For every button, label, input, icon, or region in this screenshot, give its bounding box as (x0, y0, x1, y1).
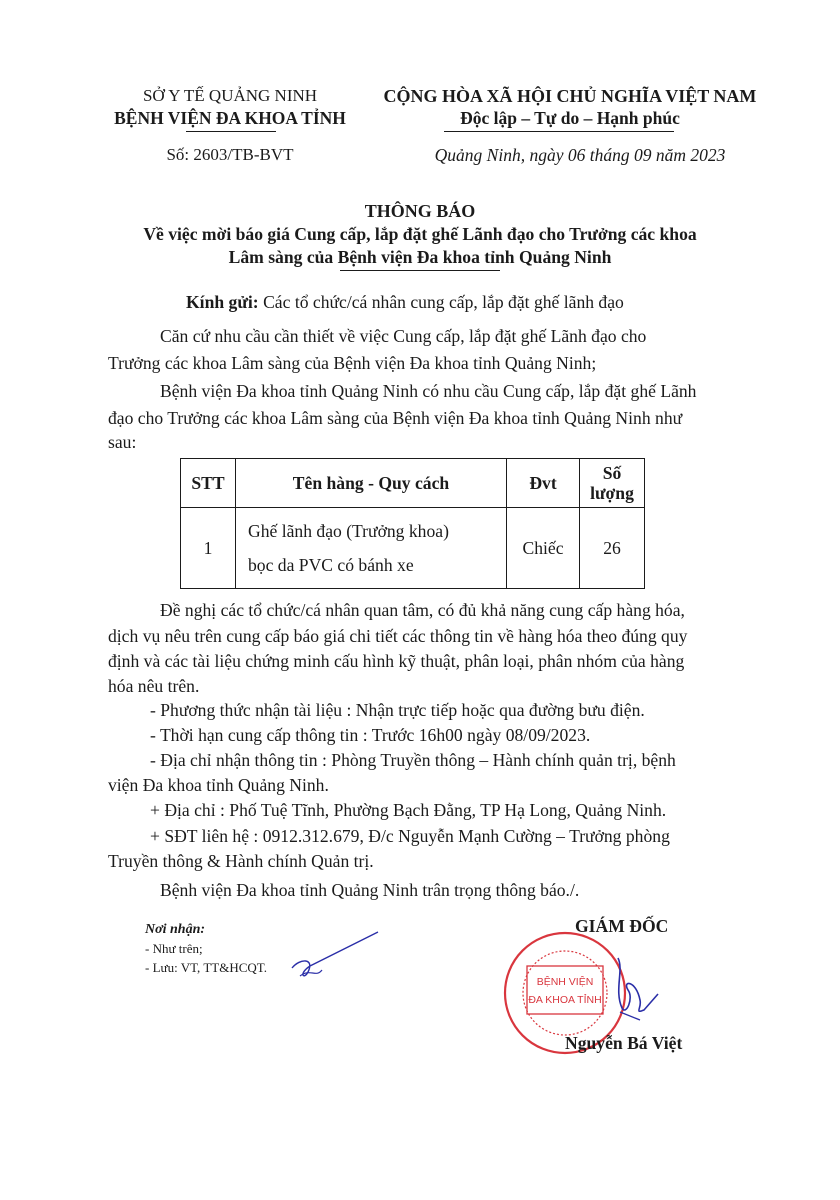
detail-address-line1: - Địa chỉ nhận thông tin : Phòng Truyền thông – Hành chính quản trị, bệnh (150, 750, 676, 770)
cell-quantity: 26 (580, 508, 645, 589)
body-p2-line3: sau: (108, 432, 137, 452)
stamp-text-line1: BỆNH VIỆN (536, 976, 594, 988)
closing-line: Bệnh viện Đa khoa tỉnh Quảng Ninh trân trọng thông báo./. (160, 880, 580, 900)
detail-street: + Địa chỉ : Phố Tuệ Tĩnh, Phường Bạch Đằng, TP Hạ Long, Quảng Ninh. (150, 800, 667, 820)
greeting-label: Kính gửi: (186, 292, 259, 312)
table-row (181, 508, 645, 589)
request-line2: dịch vụ nêu trên cung cấp báo giá chi tiết các thông tin về hàng hóa theo đúng quy (108, 626, 688, 646)
detail-method: - Phương thức nhận tài liệu : Nhận trực tiếp hoặc qua đường bưu điện. (150, 700, 645, 720)
recipient-item: - Lưu: VT, TT&HCQT. (145, 960, 267, 975)
greeting (186, 292, 624, 313)
initials-signature (270, 928, 380, 988)
subject-underline (340, 270, 500, 271)
subject-line-1: Về việc mời báo giá Cung cấp, lắp đặt ghế Lãnh đạo cho Trưởng các khoa (143, 224, 697, 244)
body-p1-line1: Căn cứ nhu cầu cần thiết về việc Cung cấp, lắp đặt ghế Lãnh đạo cho (160, 326, 647, 346)
body-p1-line2: Trưởng các khoa Lâm sàng của Bệnh viện Đa khoa tỉnh Quảng Ninh; (108, 353, 597, 373)
table-header-row (181, 459, 645, 508)
header-quantity-line2: lượng (590, 483, 634, 503)
document-number: Số: 2603/TB-BVT (166, 145, 294, 164)
agency-underline (186, 131, 276, 132)
detail-address-line2: viện Đa khoa tỉnh Quảng Ninh. (108, 775, 329, 795)
recipient-item: - Như trên; (145, 941, 203, 956)
header-stt: STT (181, 459, 236, 508)
detail-phone-line1: + SĐT liên hệ : 0912.312.679, Đ/c Nguyễn Mạnh Cường – Trưởng phòng (150, 826, 670, 846)
national-motto: Độc lập – Tự do – Hạnh phúc (460, 108, 680, 128)
director-signature (600, 950, 670, 1030)
stamp-text-line2: ĐA KHOA TỈNH (528, 994, 602, 1006)
detail-deadline: - Thời hạn cung cấp thông tin : Trước 16h00 ngày 08/09/2023. (150, 725, 591, 745)
agency-parent: SỞ Y TẾ QUẢNG NINH (142, 86, 318, 105)
subject-line-2: Lâm sàng của Bệnh viện Đa khoa tỉnh Quảng Ninh (228, 247, 612, 267)
recipients-label: Nơi nhận: (145, 922, 206, 937)
header-quantity-line1: Số (602, 463, 622, 483)
cell-stt: 1 (181, 508, 236, 589)
cell-name (236, 508, 507, 589)
header-name: Tên hàng - Quy cách (236, 459, 507, 508)
goods-table (180, 458, 645, 589)
document-title: THÔNG BÁO (364, 201, 476, 221)
signer-title: GIÁM ĐỐC (575, 916, 669, 936)
request-line4: hóa nêu trên. (108, 676, 200, 696)
motto-underline (444, 131, 674, 132)
header-quantity (580, 459, 645, 508)
request-line1: Đề nghị các tổ chức/cá nhân quan tâm, có đủ khả năng cung cấp hàng hóa, (160, 600, 685, 620)
body-p2-line1: Bệnh viện Đa khoa tỉnh Quảng Ninh có nhu cầu Cung cấp, lắp đặt ghế Lãnh (160, 381, 697, 401)
request-line3: định và các tài liệu chứng minh cấu hình kỹ thuật, phân loại, phân nhóm của hàng (108, 651, 685, 671)
cell-name-line1: Ghế lãnh đạo (Trưởng khoa) (248, 521, 449, 541)
country-name: CỘNG HÒA XÃ HỘI CHỦ NGHĨA VIỆT NAM (383, 86, 757, 106)
agency-name: BỆNH VIỆN ĐA KHOA TỈNH (114, 108, 346, 128)
cell-unit: Chiếc (507, 508, 580, 589)
recipients-block (145, 920, 267, 977)
cell-name-line2: bọc da PVC có bánh xe (248, 555, 414, 575)
header-unit: Đvt (507, 459, 580, 508)
greeting-text: Các tổ chức/cá nhân cung cấp, lắp đặt ghế lãnh đạo (263, 292, 624, 312)
body-p2-line2: đạo cho Trưởng các khoa Lâm sàng của Bệnh viện Đa khoa tỉnh Quảng Ninh như (108, 408, 683, 428)
signer-name: Nguyễn Bá Việt (565, 1033, 683, 1053)
place-date: Quảng Ninh, ngày 06 tháng 09 năm 2023 (434, 145, 726, 165)
detail-phone-line2: Truyền thông & Hành chính Quản trị. (108, 851, 374, 871)
